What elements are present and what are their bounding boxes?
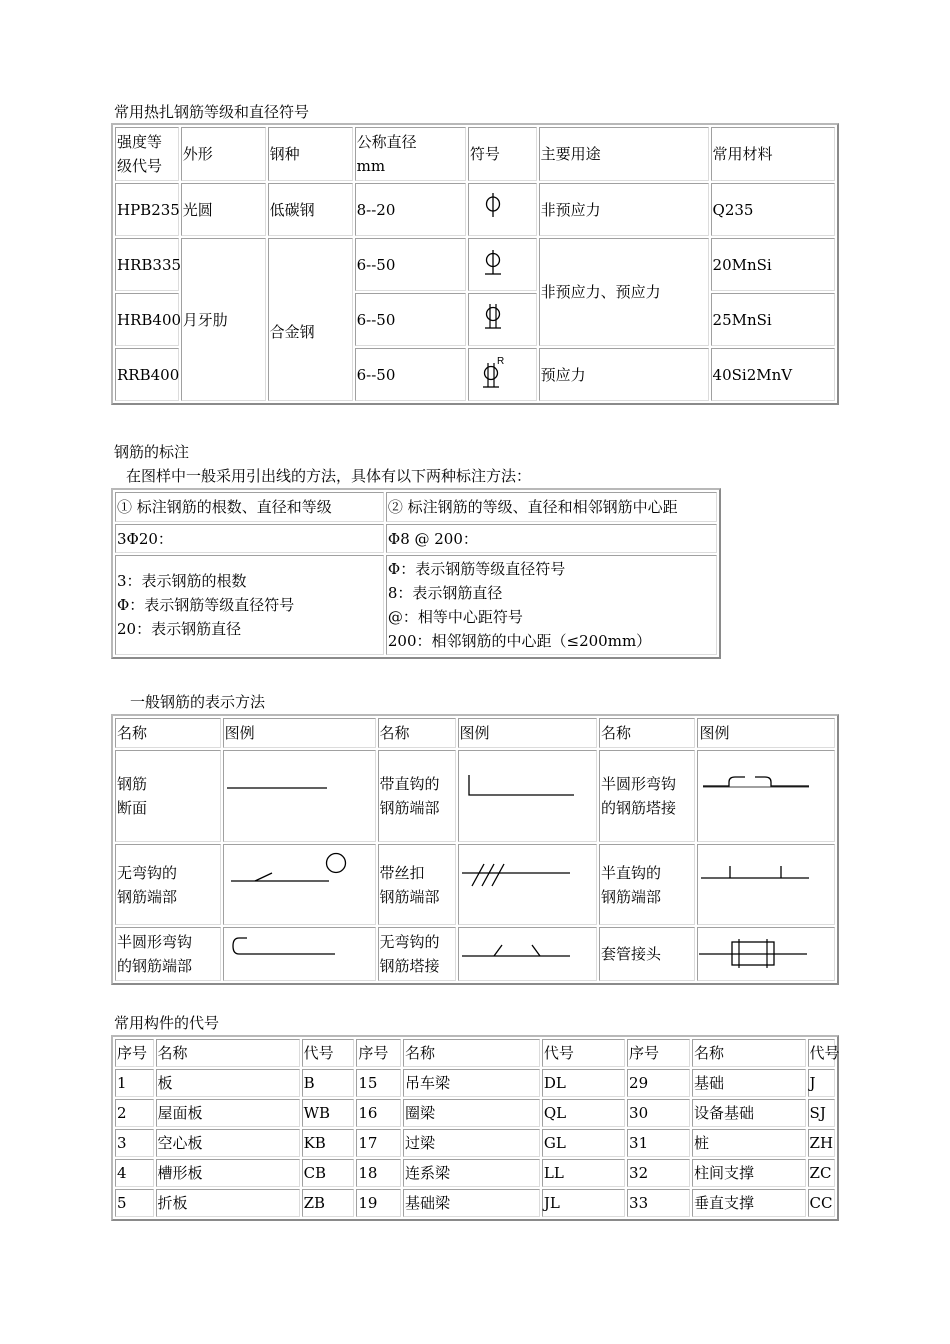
- table-header-row: [115, 1039, 835, 1067]
- phi-I-icon: [470, 185, 536, 235]
- component-index-cell: 16: [356, 1099, 401, 1127]
- method2-explanation: [386, 555, 717, 655]
- component-code-cell: CB: [302, 1159, 355, 1187]
- grade-cell: HRB400: [115, 293, 179, 346]
- rep-name-cell: 无弯钩的 钢筋塔接: [378, 927, 456, 981]
- semicircle-hook-end-icon: [225, 929, 370, 979]
- shape-cell-merged: 月牙肋: [181, 238, 266, 401]
- component-index-cell: 30: [627, 1099, 690, 1127]
- header-steel: 钢种: [268, 127, 353, 181]
- table-header-row: [115, 718, 835, 748]
- sleeve-joint-icon: [699, 929, 829, 979]
- explanation-line: 8：表示钢筋直径: [387, 584, 503, 602]
- explanation-line: Φ：表示钢筋等级直径符号: [387, 560, 566, 578]
- component-index-cell: 5: [115, 1189, 154, 1217]
- header-code: 代号: [542, 1039, 625, 1067]
- component-index-cell: 17: [356, 1129, 401, 1157]
- header-grade: 强度等 级代号: [115, 127, 179, 181]
- component-name-cell: 基础梁: [403, 1189, 540, 1217]
- method2-example: Φ8 @ 200：: [386, 524, 717, 553]
- table-row: [115, 927, 835, 981]
- rep-legend-cell: [697, 844, 835, 925]
- rebar-section-icon: [225, 752, 370, 840]
- rep-name-cell: 半圆形弯钩 的钢筋塔接: [599, 750, 695, 842]
- component-index-cell: 32: [627, 1159, 690, 1187]
- component-index-cell: 3: [115, 1129, 154, 1157]
- rep-name-cell: 套管接头: [599, 927, 695, 981]
- component-name-cell: 过梁: [403, 1129, 540, 1157]
- annotation-intro: 在图样中一般采用引出线的方法，具体有以下两种标注方法：: [126, 467, 532, 485]
- material-cell: 20MnSi: [711, 238, 835, 291]
- header-code: 代号: [808, 1039, 835, 1067]
- component-code-cell: ZB: [302, 1189, 355, 1217]
- component-index-cell: 2: [115, 1099, 154, 1127]
- material-cell: 40Si2MnV: [711, 348, 835, 401]
- component-code-cell: SJ: [808, 1099, 835, 1127]
- grade-cell: RRB400: [115, 348, 179, 401]
- symbol-cell: [468, 238, 537, 291]
- rep-name-cell: 无弯钩的 钢筋端部: [115, 844, 221, 925]
- method2-heading: ② 标注钢筋的等级、直径和相邻钢筋中心距: [386, 492, 717, 522]
- diameter-cell: 6--50: [355, 348, 466, 401]
- grade-cell: HPB235: [115, 183, 179, 236]
- material-cell: 25MnSi: [711, 293, 835, 346]
- table-row: [115, 1129, 835, 1157]
- use-cell: 预应力: [539, 348, 709, 401]
- rep-legend-cell: [223, 844, 376, 925]
- explanation-line: @：相等中心距符号: [387, 608, 523, 626]
- component-code-cell: DL: [542, 1069, 625, 1097]
- table-row: [115, 492, 717, 522]
- table-row: [115, 844, 835, 925]
- no-hook-end-icon: [225, 846, 370, 924]
- component-name-cell: 基础: [692, 1069, 806, 1097]
- material-cell: Q235: [711, 183, 835, 236]
- component-name-cell: 垂直支撑: [692, 1189, 806, 1217]
- annotation-title: 钢筋的标注: [114, 443, 190, 461]
- component-code-cell: ZH: [808, 1129, 835, 1157]
- method1-example: 3Φ20：: [115, 524, 384, 553]
- component-index-cell: 29: [627, 1069, 690, 1097]
- component-code-cell: LL: [542, 1159, 625, 1187]
- header-material: 常用材料: [711, 127, 835, 181]
- component-name-cell: 板: [156, 1069, 300, 1097]
- header-name: 名称: [156, 1039, 300, 1067]
- representation-title: 一般钢筋的表示方法: [130, 693, 266, 711]
- semicircle-hook-lap-icon: [699, 752, 829, 840]
- component-name-cell: 柱间支撑: [692, 1159, 806, 1187]
- diameter-cell: 6--50: [355, 293, 466, 346]
- method1-heading: ① 标注钢筋的根数、直径和等级: [115, 492, 384, 522]
- rep-name-cell: 半圆形弯钩 的钢筋端部: [115, 927, 221, 981]
- header-code: 代号: [302, 1039, 355, 1067]
- component-index-cell: 1: [115, 1069, 154, 1097]
- rep-legend-cell: [223, 927, 376, 981]
- rebar-grades-table: [111, 123, 839, 405]
- component-code-cell: J: [808, 1069, 835, 1097]
- header-legend: 图例: [697, 718, 835, 748]
- rep-name-cell: 带丝扣 钢筋端部: [378, 844, 456, 925]
- components-table: [111, 1035, 839, 1221]
- header-name: 名称: [403, 1039, 540, 1067]
- component-name-cell: 连系梁: [403, 1159, 540, 1187]
- component-code-cell: CC: [808, 1189, 835, 1217]
- symbol-cell: [468, 293, 537, 346]
- component-name-cell: 设备基础: [692, 1099, 806, 1127]
- component-name-cell: 折板: [156, 1189, 300, 1217]
- component-code-cell: ZC: [808, 1159, 835, 1187]
- components-body: [115, 1039, 840, 1217]
- component-code-cell: JL: [542, 1189, 625, 1217]
- explanation-line: 3：表示钢筋的根数: [117, 572, 247, 590]
- no-hook-lap-icon: [460, 929, 592, 979]
- component-index-cell: 18: [356, 1159, 401, 1187]
- header-index: 序号: [115, 1039, 154, 1067]
- table-row: [115, 1189, 835, 1217]
- header-shape: 外形: [181, 127, 266, 181]
- rep-name-cell: 带直钩的 钢筋端部: [378, 750, 456, 842]
- diameter-cell: 8--20: [355, 183, 466, 236]
- component-name-cell: 吊车梁: [403, 1069, 540, 1097]
- rep-legend-cell: [697, 750, 835, 842]
- diameter-cell: 6--50: [355, 238, 466, 291]
- rep-legend-cell: [223, 750, 376, 842]
- table-row: [115, 238, 835, 291]
- explanation-line: Φ：表示钢筋等级直径符号: [117, 596, 295, 614]
- explanation-line: 200：相邻钢筋的中心距（≤200mm）: [387, 632, 652, 650]
- threaded-end-icon: [460, 846, 592, 924]
- method1-explanation: [115, 555, 384, 655]
- use-cell-merged: 非预应力、预应力: [539, 238, 709, 346]
- steel-cell-merged: 合金钢: [268, 238, 353, 401]
- header-use: 主要用途: [539, 127, 709, 181]
- header-name: 名称: [115, 718, 221, 748]
- rrb-superscript: R: [496, 355, 505, 367]
- component-code-cell: GL: [542, 1129, 625, 1157]
- components-title: 常用构件的代号: [114, 1014, 220, 1032]
- header-legend: 图例: [223, 718, 376, 748]
- component-code-cell: WB: [302, 1099, 355, 1127]
- component-code-cell: KB: [302, 1129, 355, 1157]
- header-name: 名称: [599, 718, 695, 748]
- steel-cell: 低碳钢: [268, 183, 353, 236]
- header-symbol: 符号: [468, 127, 537, 181]
- phi-II-icon: [470, 240, 536, 290]
- component-name-cell: 圈梁: [403, 1099, 540, 1127]
- phi-RRB-icon: [470, 350, 536, 400]
- header-name: 名称: [378, 718, 456, 748]
- symbol-cell: [468, 183, 537, 236]
- header-index: 序号: [356, 1039, 401, 1067]
- table-row: [115, 1069, 835, 1097]
- table-row: [115, 555, 717, 655]
- header-index: 序号: [627, 1039, 690, 1067]
- component-code-cell: QL: [542, 1099, 625, 1127]
- rep-name-cell: 钢筋 断面: [115, 750, 221, 842]
- use-cell: 非预应力: [539, 183, 709, 236]
- table-row: [115, 750, 835, 842]
- component-index-cell: 31: [627, 1129, 690, 1157]
- rep-name-cell: 半直钩的 钢筋端部: [599, 844, 695, 925]
- header-diameter: 公称直径 mm: [355, 127, 466, 181]
- table-row: [115, 1099, 835, 1127]
- component-name-cell: 槽形板: [156, 1159, 300, 1187]
- component-index-cell: 33: [627, 1189, 690, 1217]
- rep-legend-cell: [697, 927, 835, 981]
- table-row: [115, 524, 717, 553]
- representation-table: [111, 714, 839, 985]
- header-name: 名称: [692, 1039, 806, 1067]
- phi-III-icon: [470, 295, 536, 345]
- rebar-grades-title: 常用热扎钢筋等级和直径符号: [114, 103, 310, 121]
- table-header-row: [115, 127, 835, 181]
- straight-hook-end-icon: [460, 752, 592, 840]
- rep-legend-cell: [458, 844, 598, 925]
- component-index-cell: 4: [115, 1159, 154, 1187]
- explanation-line: 20：表示钢筋直径: [117, 620, 242, 638]
- component-name-cell: 空心板: [156, 1129, 300, 1157]
- shape-cell: 光圆: [181, 183, 266, 236]
- header-legend: 图例: [458, 718, 598, 748]
- annotation-table: [111, 488, 721, 659]
- component-code-cell: B: [302, 1069, 355, 1097]
- symbol-cell: [468, 348, 537, 401]
- component-name-cell: 屋面板: [156, 1099, 300, 1127]
- rep-legend-cell: [458, 750, 598, 842]
- table-row: [115, 183, 835, 236]
- component-name-cell: 桩: [692, 1129, 806, 1157]
- component-index-cell: 19: [356, 1189, 401, 1217]
- table-row: [115, 1159, 835, 1187]
- half-straight-hook-end-icon: [699, 846, 829, 924]
- grade-cell: HRB335: [115, 238, 179, 291]
- component-index-cell: 15: [356, 1069, 401, 1097]
- rep-legend-cell: [458, 927, 598, 981]
